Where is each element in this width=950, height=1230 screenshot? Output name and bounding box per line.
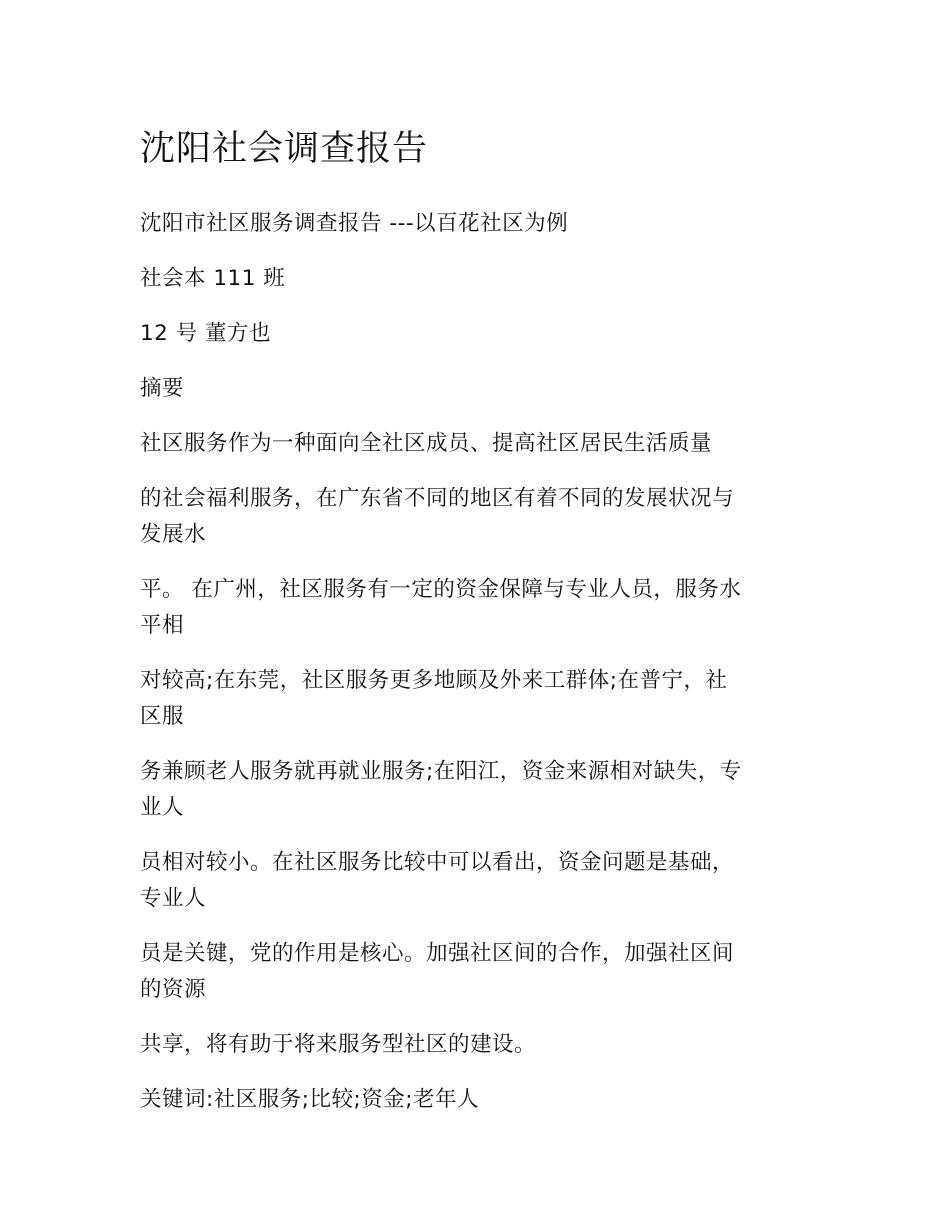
abstract-heading: 摘要: [140, 376, 185, 401]
student-info: 12 号 董方也: [140, 321, 272, 346]
abstract-line: 平。 在广州，社区服务有一定的资金保障与专业人员，服务水: [140, 577, 742, 602]
abstract-line: 专业人: [140, 886, 207, 911]
abstract-paragraph-5: [140, 754, 820, 826]
abstract-paragraph-2: [140, 481, 820, 553]
abstract-paragraph-7: [140, 936, 820, 1008]
keywords: 关键词:社区服务;比较;资金;老年人: [140, 1087, 479, 1112]
abstract-line: 的社会福利服务，在广东省不同的地区有着不同的发展状况与: [140, 486, 735, 511]
class-info: 社会本 111 班: [140, 266, 286, 291]
abstract-paragraph-8: [140, 1027, 820, 1063]
abstract-line: 业人: [140, 795, 185, 820]
abstract-paragraph-3: [140, 572, 820, 644]
abstract-paragraph-4: [140, 663, 820, 735]
abstract-line: 务兼顾老人服务就再就业服务;在阳江，资金来源相对缺失，专: [140, 759, 742, 784]
abstract-line: 区服: [140, 704, 185, 729]
abstract-line: 的资源: [140, 977, 207, 1002]
abstract-line: 员是关键，党的作用是核心。加强社区间的合作，加强社区间: [140, 941, 735, 966]
abstract-line: 对较高;在东莞，社区服务更多地顾及外来工群体;在普宁，社: [140, 668, 728, 693]
document-title: 沈阳社会调查报告: [140, 129, 429, 169]
abstract-paragraph-6: [140, 845, 820, 917]
abstract-line: 社区服务作为一种面向全社区成员、提高社区居民生活质量: [140, 431, 713, 456]
abstract-line: 平相: [140, 613, 185, 638]
abstract-line: 共享，将有助于将来服务型社区的建设。: [140, 1032, 537, 1057]
abstract-paragraph-1: [140, 426, 820, 462]
document-page: [140, 120, 820, 1137]
document-subtitle: 沈阳市社区服务调查报告 ---以百花社区为例: [140, 211, 569, 236]
abstract-line: 发展水: [140, 522, 207, 547]
abstract-line: 员相对较小。在社区服务比较中可以看出，资金问题是基础，: [140, 850, 735, 875]
